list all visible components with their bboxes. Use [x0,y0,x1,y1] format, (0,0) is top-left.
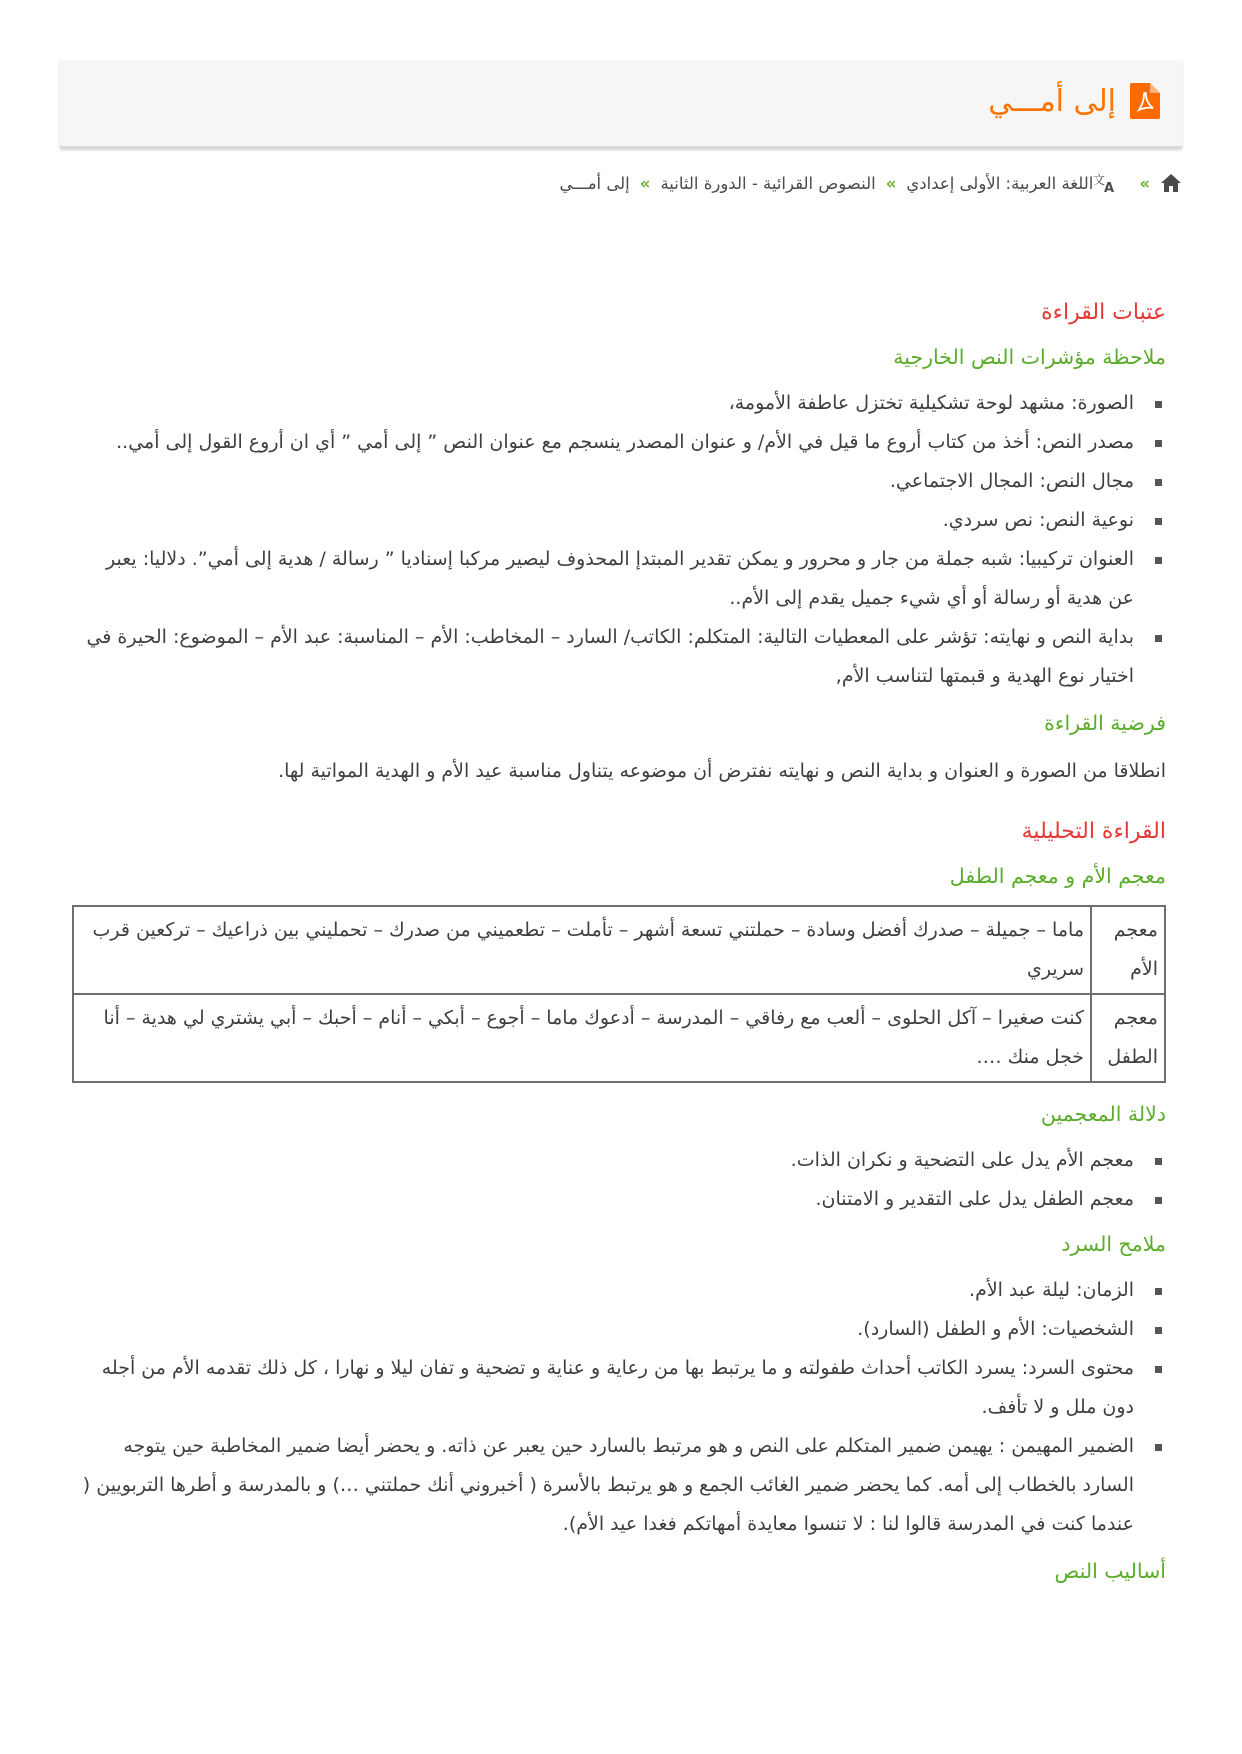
subsection-title-external-indicators: ملاحظة مؤشرات النص الخارجية [893,345,1166,369]
external-indicators-list [76,384,1166,696]
article-content [76,296,1166,1588]
list-item: محتوى السرد: يسرد الكاتب أحداث طفولته و ما يرتبط بها من رعاية و عناية و تضحية و تفان ليلا و نهارا ، كل ذلك تقدمه الأم من أجله دون ملل و لا تأفف. [76,1349,1166,1427]
page-title: إلى أمـــي [988,84,1116,119]
lexicon-table [72,905,1166,1083]
list-item: معجم الطفل يدل على التقدير و الامتنان. [76,1180,1166,1219]
table-row [73,906,1165,994]
lexicons-meaning-list [76,1141,1166,1219]
breadcrumb-item-reading-texts[interactable]: النصوص القرائية - الدورة الثانية [660,173,876,193]
list-item: نوعية النص: نص سردي. [76,501,1166,540]
breadcrumb [60,168,1182,198]
breadcrumb-separator: » [1139,173,1150,193]
list-item: مجال النص: المجال الاجتماعي. [76,462,1166,501]
narration-features-list [76,1271,1166,1544]
subsection-title-text-styles: أساليب النص [1054,1559,1166,1583]
list-item: الشخصيات: الأم و الطفل (السارد). [76,1310,1166,1349]
list-item: بداية النص و نهايته: تؤشر على المعطيات التالية: المتكلم: الكاتب/ السارد – المخاطب: الأم – المناسبة: عبد الأم – الموضوع: الحيرة في اختيار نوع الهدية و قبمتها لتناسب الأم, [76,618,1166,696]
breadcrumb-separator: » [885,173,897,193]
list-item: الزمان: ليلة عبد الأم. [76,1271,1166,1310]
list-item: معجم الأم يدل على التضحية و نكران الذات. [76,1141,1166,1180]
subsection-title-lexicons: معجم الأم و معجم الطفل [949,864,1166,888]
page-header [60,60,1182,148]
section-title-analytical-reading: القراءة التحليلية [1021,819,1166,844]
list-item: العنوان تركيبيا: شبه جملة من جار و محرور و يمكن تقدير المبتدإ المحذوف ليصير مركبا إسناديا ” رسالة / هدية إلى أمي”. دلاليا: يعبر عن هدية أو رسالة أو أي شيء جميل يقدم إلى الأم.. [76,540,1166,618]
table-cell-value: ماما – جميلة – صدرك أفضل وسادة – حملتني تسعة أشهر – تأملت – تطعميني من صدرك – تحمليني بين ذراعيك – تركعين قرب سريري [73,906,1091,994]
home-icon[interactable] [1160,173,1182,193]
subsection-title-narration-features: ملامح السرد [1061,1232,1166,1256]
table-cell-key: معجم الأم [1091,906,1165,994]
section-title-reading-thresholds: عتبات القراءة [1041,300,1166,325]
table-row [73,994,1165,1082]
list-item: الصورة: مشهد لوحة تشكيلية تختزل عاطفة الأمومة، [76,384,1166,423]
subsection-title-lexicons-meaning: دلالة المعجمين [1040,1102,1166,1126]
subsection-title-reading-hypothesis: فرضية القراءة [1044,711,1166,735]
pdf-icon[interactable] [1130,83,1160,119]
breadcrumb-item-current: إلى أمـــي [559,173,630,193]
svg-text:文: 文 [1093,173,1106,187]
breadcrumb-item-arabic[interactable]: اللغة العربية: الأولى إعدادي [906,173,1094,193]
breadcrumb-separator: » [639,173,651,193]
translate-icon [1093,172,1129,196]
table-cell-value: كنت صغيرا – آكل الحلوى – ألعب مع رفاقي – المدرسة – أدعوك ماما – أجوع – أبكي – أنام – أحبك – أبي يشتري لي هدية – أنا خجل منك …. [73,994,1091,1082]
hypothesis-paragraph: انطلاقا من الصورة و العنوان و بداية النص و نهايته نفترض أن موضوعه يتناول مناسبة عيد الأم و الهدية المواتية لها. [278,760,1166,782]
list-item: الضمير المهيمن : يهيمن ضمير المتكلم على النص و هو مرتبط بالسارد حين يعبر عن ذاته. و يحضر أيضا ضمير المخاطبة حين يتوجه السارد بالخطاب إلى أمه. كما يحضر ضمير الغائب الجمع و هو يرتبط بالأسرة ( أخبروني أنك حملتني …) و بالمدرسة و أطرها التربويين ( عندما كنت في المدرسة قالوا لنا : لا تنسوا معايدة أمهاتكم فغدا عيد الأم). [76,1427,1166,1544]
svg-text:A: A [1104,181,1115,196]
table-cell-key: معجم الطفل [1091,994,1165,1082]
list-item: مصدر النص: أخذ من كتاب أروع ما قيل في الأم/ و عنوان المصدر ينسجم مع عنوان النص ” إلى أمي ” أي ان أروع القول إلى أمي.. [76,423,1166,462]
